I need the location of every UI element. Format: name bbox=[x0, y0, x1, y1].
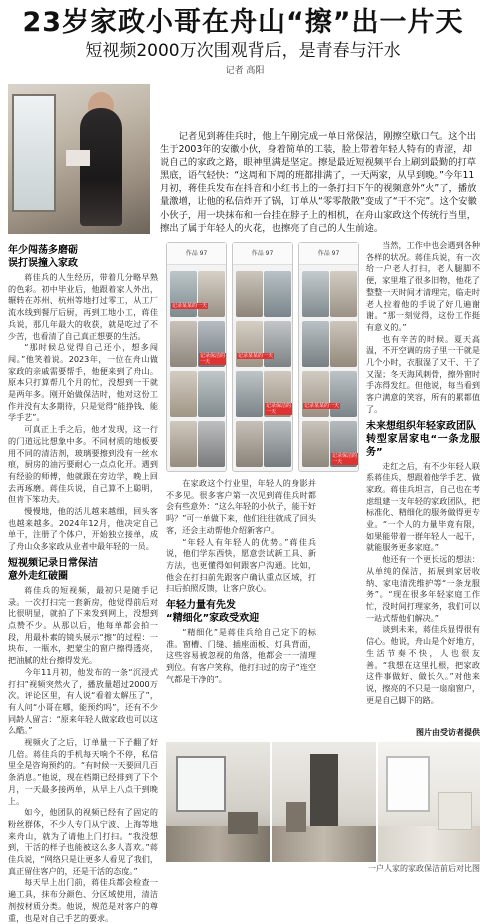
video-thumb bbox=[264, 271, 291, 317]
col1-para: 每天早上出门前，蒋佳兵都会检查一遍工具，抹布分颜色、分区域使用，清洁剂按材质分类。他说，规范是对客户的尊重，也是对自己手艺的要求。 bbox=[8, 877, 158, 923]
video-thumb bbox=[302, 271, 329, 317]
video-thumb bbox=[198, 421, 225, 467]
phone-screenshot-3 bbox=[298, 242, 359, 472]
door-shape bbox=[310, 754, 338, 826]
video-tag: 记录某某的一天 bbox=[172, 303, 208, 309]
video-tag: 记录某某的一天 bbox=[238, 353, 274, 359]
headline: 23岁家政小哥在舟山“擦”出一片天 bbox=[22, 7, 464, 38]
col2-para: “精细化”是蒋佳兵给自己定下的标准。窗槽、门缝、插座面板、灯具背面，这些容易被忽视的角落，他都会一一清理到位。有客户笑称，他打扫过的房子“连空气都是干净的”。 bbox=[166, 627, 316, 684]
video-thumb bbox=[170, 371, 197, 417]
person-shape bbox=[80, 108, 122, 226]
section-title-2: 短视频记录日常保洁 意外走红破圈 bbox=[8, 557, 98, 582]
cleaner-photo bbox=[8, 84, 150, 234]
video-thumb bbox=[198, 271, 225, 317]
photo-credit: 图片由受访者提供 bbox=[416, 728, 480, 737]
video-thumb bbox=[236, 371, 263, 417]
video-thumb bbox=[170, 421, 197, 467]
col1-para: 今年11月初，他发布的一条“沉浸式打扫”视频突然火了，播放量超过2000万次。评论区里，有人说“看着太解压了”，有人问“小哥在哪，能预约吗”，还有不少同龄人留言：“原来年轻人做家政也可以这么酷。” bbox=[8, 666, 158, 736]
column-left bbox=[8, 240, 158, 923]
col1-para: 蒋佳兵的人生经历，带着几分略早熟的色彩。初中毕业后，他跟着家人外出，辗转在苏州、杭州等地打过零工，从工厂流水线到餐厅后厨，再到工地小工，蒋佳兵说，那几年最大的收获，就是吃过了不少苦，也看清了自己真正想要的生活。 bbox=[8, 272, 158, 341]
photo-caption: 一户人家的家政保洁前后对比图 bbox=[368, 864, 480, 873]
window-shape bbox=[386, 756, 430, 812]
video-tag: 记录某某的一天 bbox=[304, 403, 340, 409]
floor-shape bbox=[378, 826, 480, 862]
col1-para: 蒋佳兵的短视频，最初只是随手记录。一次打扫完一套新房，他觉得前后对比很明显，就拍了下来发到网上，没想到点赞不少。从那以后，他每单都会拍一段，用最朴素的镜头展示“擦”的过程：一块布、一瓶水，把蒙尘的窗户擦得透亮，把油腻的灶台擦得发光。 bbox=[8, 584, 158, 666]
video-tag: 记录保洁的一天 bbox=[200, 353, 226, 365]
video-thumb bbox=[302, 371, 329, 417]
phone-bar: 作品 97 bbox=[167, 243, 226, 265]
video-thumb bbox=[236, 321, 263, 367]
video-thumb bbox=[236, 421, 263, 467]
col1-para: “那时候总觉得自己还小，想多闯闯。”他笑着说。2023年，一位在舟山做家政的亲戚需要帮手，他便来到了舟山。原本只打算帮几个月的忙，没想到一干就是两年多。刚开始做保洁时，他对这份工作并没有太多期待，只是觉得“能挣钱、能学手艺”。 bbox=[8, 342, 158, 423]
video-thumb bbox=[198, 371, 225, 417]
col3-para: 也有辛苦的时候。夏天高温，不开空调的房子里一干就是几个小时，衣服湿了又干、干了又湿；冬天海风刺骨，擦外窗时手冻得发红。但他说，每当看到客户满意的笑容，所有的累都值了。 bbox=[366, 333, 480, 414]
clutter-shape bbox=[286, 802, 306, 832]
video-tag: 记录保洁的一天 bbox=[266, 403, 292, 415]
video-thumb bbox=[170, 321, 197, 367]
cloth-shape bbox=[66, 150, 90, 166]
col2-para: “年轻人有年轻人的优势。”蒋佳兵说，他们学东西快，愿意尝试新工具、新方法，也更懂得如何跟客户沟通。比如，他会在打扫前先跟客户确认重点区域，打扫后拍照反馈，让客户放心。 bbox=[166, 536, 316, 594]
subhead: 短视频2000万次围观背后，是青春与汗水 bbox=[85, 41, 401, 61]
col1-para: 视频火了之后，订单量一下子翻了好几倍。蒋佳兵的手机每天响个不停，私信里全是咨询预约的。“有时候一天要回几百条消息。”他说，现在档期已经排到了下个月，一天最多接两单，从早上八点干到晚上。 bbox=[8, 737, 158, 806]
video-thumb bbox=[330, 371, 357, 417]
video-tag: 记录保洁的一天 bbox=[332, 453, 358, 465]
room-photo-before bbox=[166, 742, 270, 862]
column-middle bbox=[166, 478, 316, 736]
byline: 记者 高阳 bbox=[225, 66, 265, 76]
col3-para: 谈到未来，蒋佳兵显得很有信心。他说，舟山是个好地方，生活节奏不快，人也很友善。“我想在这里扎根，把家政这件事做好、做长久。”对他来说，擦亮的不只是一扇扇窗户，更是自己脚下的路。 bbox=[366, 624, 480, 705]
video-thumb bbox=[302, 421, 329, 467]
section-title-4: 未来想组织年轻家政团队 转型家居家电“一条龙服务” bbox=[366, 420, 480, 458]
video-thumb bbox=[236, 271, 263, 317]
debris-shape bbox=[228, 812, 258, 834]
col1-para: 慢慢地，他的活儿越来越细，回头客也越来越多。2024年12月，他决定自己单干，注册了个体户，开始独立接单，成了舟山众多家政从业者中最年轻的一员。 bbox=[8, 506, 158, 552]
phone-bar: 作品 97 bbox=[233, 243, 292, 265]
phone-screenshot-1 bbox=[166, 242, 227, 472]
phone-screenshot-2 bbox=[232, 242, 293, 472]
section-title-3: 年轻力量有先发 “精细化”家政受欢迎 bbox=[166, 600, 260, 625]
col1-para: 如今，他团队的视频已经有了固定的粉丝群体，不少人专门从宁波、上海等地来舟山，就为了请他上门打扫。“我没想到，干活的样子也能被这么多人喜欢。”蒋佳兵说，“网络只是让更多人看见了我们，真正留住客户的，还是干活的态度。” bbox=[8, 807, 158, 876]
before-after-photos bbox=[166, 742, 480, 862]
phone-bar: 作品 97 bbox=[299, 243, 358, 265]
window-shape bbox=[12, 94, 56, 212]
col3-para: 他还有一个更长远的想法：从单纯的保洁，拓展到家居收纳、家电清洗维护等“一条龙服务”。“现在很多年轻家庭工作忙，没时间打理家务，我们可以一站式帮他们解决。” bbox=[366, 554, 480, 623]
col1-para: 可真正上手之后，他才发现，这一行的门道远比想象中多。不同材质的地板要用不同的清洁剂，玻璃要擦到没有一丝水痕，厨房的油污要耐心一点点化开。遇到有经验的师傅，他就跟在旁边学，晚上回去再琢磨。蒋佳兵说，自己算不上聪明，但肯下笨功夫。 bbox=[8, 424, 158, 505]
room-photo-after bbox=[378, 742, 480, 862]
room-photo-middle bbox=[272, 742, 376, 862]
video-thumb bbox=[170, 271, 197, 317]
col3-para: 当然，工作中也会遇到各种各样的状况。蒋佳兵说，有一次给一户老人打扫，老人腿脚不便，家里堆了很多旧物，他花了整整一天时间才清理完，临走时老人拉着他的手说了好几遍谢谢。“那一刻觉得，这份工作挺有意义的。” bbox=[366, 240, 480, 332]
video-thumb bbox=[330, 321, 357, 367]
video-thumb bbox=[264, 321, 291, 367]
cabinet-shape bbox=[438, 792, 472, 830]
video-thumb bbox=[264, 421, 291, 467]
window-shape bbox=[176, 756, 226, 812]
video-thumb bbox=[330, 271, 357, 317]
col2-para: 在家政这个行业里，年轻人的身影并不多见。很多客户第一次见到蒋佳兵时都会有些意外：“这么年轻的小伙子，能干好吗？”可一单做下来，他们往往就成了回头客，还会主动帮他介绍新客户。 bbox=[166, 478, 316, 535]
video-thumb bbox=[302, 321, 329, 367]
lead-paragraph: 记者见到蒋佳兵时，他上午刚完成一单日常保洁，刚擦空歇口气。这个出生于2003年的安徽小伙，身着简单的工装，脸上带着年轻人特有的青涩，却说自己的家政之路，眼神里满是坚定。擦是最近短视频平台上刷到最勤的打草黑底，语气轻快：“这周和下周的班都排满了，一天两家，从早到晚。”今年11月初，蒋佳兵发布在抖音和小红书上的一条打扫下午的视频意外“火”了，播放量激增，让他的私信炸开了锅，订单从“零零散散”变成了“干不完”。这个安徽小伙子，用一块抹布和一台挂在脖子上的相机，在舟山家政这个传统行当里，擦出了属于年轻人的火花，也擦亮了自己的人生前途。 bbox=[160, 131, 477, 234]
section-title-1: 年少闯荡多磨砺 误打误撞入家政 bbox=[8, 245, 78, 269]
col3-para: 走红之后，有不少年轻人联系蒋佳兵，想跟着他学手艺、做家政。蒋佳兵坦言，自己也在考虑组建一支年轻的家政团队，把标准化、精细化的服务做得更专业。“一个人的力量毕竟有限，如果能带着一群年轻人一起干，就能服务更多家庭。” bbox=[366, 460, 480, 553]
column-right bbox=[366, 240, 480, 722]
